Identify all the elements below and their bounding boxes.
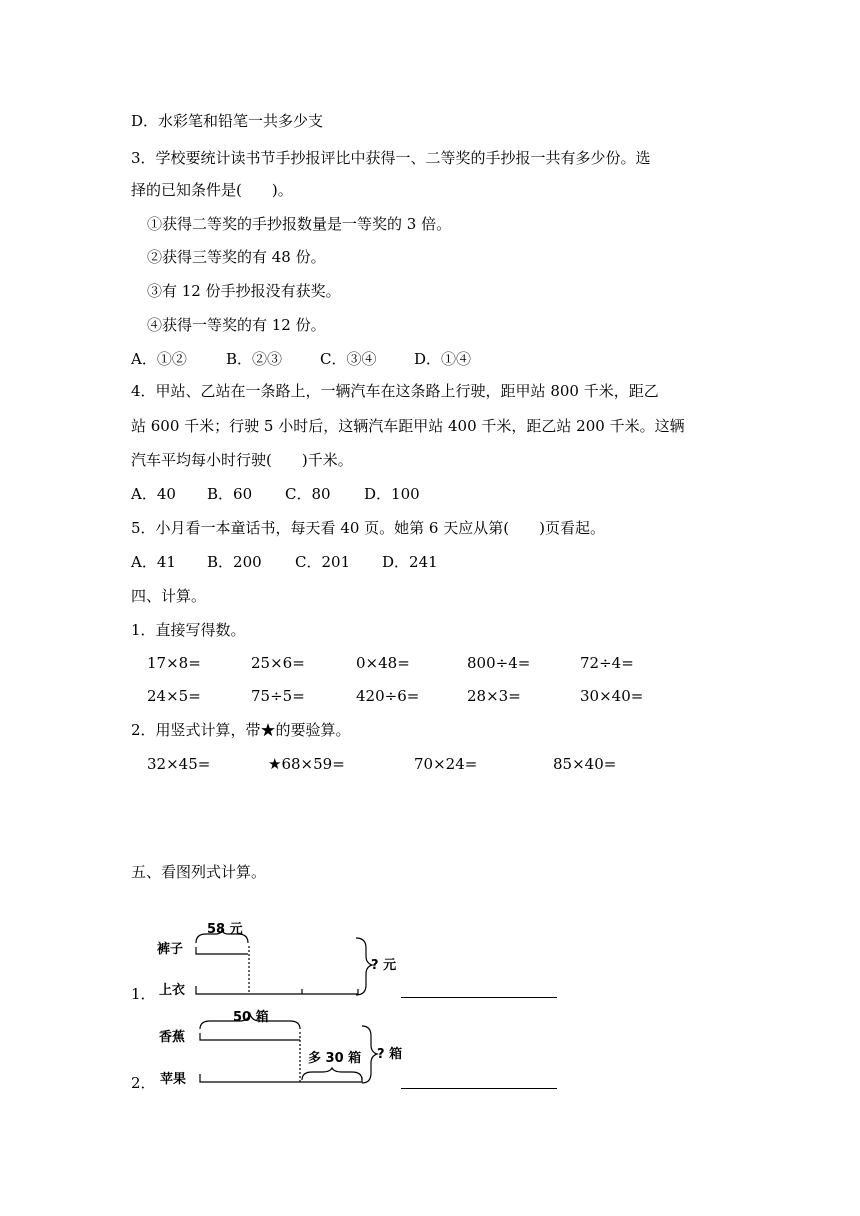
q3-option-a: A．①② bbox=[131, 350, 187, 368]
vertical-calc-1: 32×45= bbox=[147, 755, 211, 773]
total-box-label: ? 箱 bbox=[377, 1047, 403, 1062]
extra-count-label: 多 30 箱 bbox=[308, 1051, 362, 1066]
vertical-calc-3: 70×24= bbox=[414, 755, 478, 773]
q3-option-d: D．①④ bbox=[414, 350, 472, 368]
q5-line1: 5．小月看一本童话书，每天看 40 页。她第 6 天应从第( )页看起。 bbox=[131, 519, 605, 537]
calc-r2-c1: 24×5= bbox=[147, 687, 201, 705]
q3-option-c: C．③④ bbox=[320, 350, 377, 368]
q5-option-a: A．41 bbox=[131, 553, 176, 571]
calc-r1-c4: 800÷4= bbox=[467, 654, 531, 672]
total-brace-2 bbox=[362, 1026, 377, 1083]
apple-bar bbox=[200, 1074, 362, 1082]
calc-r1-c1: 17×8= bbox=[147, 654, 201, 672]
q3-condition-2: ②获得三等奖的有 48 份。 bbox=[147, 248, 326, 266]
answer-line-2[interactable] bbox=[401, 1088, 557, 1089]
q4-option-c: C．80 bbox=[285, 485, 331, 503]
q3-condition-4: ④获得一等奖的有 12 份。 bbox=[147, 316, 326, 334]
calc-r2-c3: 420÷6= bbox=[356, 687, 420, 705]
diagram1-number: 1． bbox=[131, 985, 156, 1003]
q4-line3: 汽车平均每小时行驶( )千米。 bbox=[131, 451, 353, 469]
q4-line2: 站 600 千米；行驶 5 小时后，这辆汽车距甲站 400 千米，距乙站 200 千米。这辆 bbox=[131, 417, 685, 435]
answer-line-1[interactable] bbox=[401, 997, 557, 998]
q4-line1: 4．甲站、乙站在一条路上，一辆汽车在这条路上行驶，距甲站 800 千米，距乙 bbox=[131, 382, 659, 400]
section4-title: 四、计算。 bbox=[131, 587, 207, 605]
q3-option-b: B．②③ bbox=[226, 350, 283, 368]
pants-bar bbox=[196, 947, 248, 954]
q3-stem-line2: 择的已知条件是( )。 bbox=[131, 181, 293, 199]
calc-r2-c5: 30×40= bbox=[580, 687, 644, 705]
section4-sub1: 1．直接写得数。 bbox=[131, 621, 246, 639]
calc-r1-c5: 72÷4= bbox=[580, 654, 634, 672]
vertical-calc-4: 85×40= bbox=[553, 755, 617, 773]
total-brace-1 bbox=[356, 938, 372, 995]
section5-title: 五、看图列式计算。 bbox=[131, 863, 267, 881]
q5-option-b: B．200 bbox=[207, 553, 262, 571]
calc-r1-c2: 25×6= bbox=[251, 654, 305, 672]
section4-sub2: 2．用竖式计算，带★的要验算。 bbox=[131, 721, 351, 739]
q4-option-d: D．100 bbox=[364, 485, 420, 503]
q4-option-b: B．60 bbox=[207, 485, 253, 503]
apple-label: 苹果 bbox=[160, 1072, 187, 1087]
banana-bar bbox=[200, 1033, 300, 1040]
shirt-label: 上衣 bbox=[159, 983, 186, 998]
q2-option-d: D．水彩笔和铅笔一共多少支 bbox=[131, 112, 324, 130]
q3-condition-1: ①获得二等奖的手抄报数量是一等奖的 3 倍。 bbox=[147, 215, 452, 233]
total-price-label: ? 元 bbox=[371, 958, 397, 973]
calc-r2-c4: 28×3= bbox=[467, 687, 521, 705]
pants-price-label: 58 元 bbox=[207, 922, 243, 937]
q3-condition-3: ③有 12 份手抄报没有获奖。 bbox=[147, 282, 341, 300]
extra-brace bbox=[302, 1068, 362, 1080]
q5-option-c: C．201 bbox=[295, 553, 351, 571]
calc-r2-c2: 75÷5= bbox=[251, 687, 305, 705]
shirt-bar bbox=[196, 986, 358, 994]
calc-r1-c3: 0×48= bbox=[356, 654, 410, 672]
diagram2-number: 2． bbox=[131, 1074, 156, 1092]
banana-count-label: 50 箱 bbox=[233, 1010, 269, 1025]
banana-label: 香蕉 bbox=[159, 1030, 186, 1045]
q3-stem-line1: 3．学校要统计读书节手抄报评比中获得一、二等奖的手抄报一共有多少份。选 bbox=[131, 149, 651, 167]
pants-label: 裤子 bbox=[157, 942, 184, 957]
q4-option-a: A．40 bbox=[131, 485, 176, 503]
q5-option-d: D．241 bbox=[382, 553, 438, 571]
vertical-calc-2: ★68×59= bbox=[268, 755, 345, 773]
